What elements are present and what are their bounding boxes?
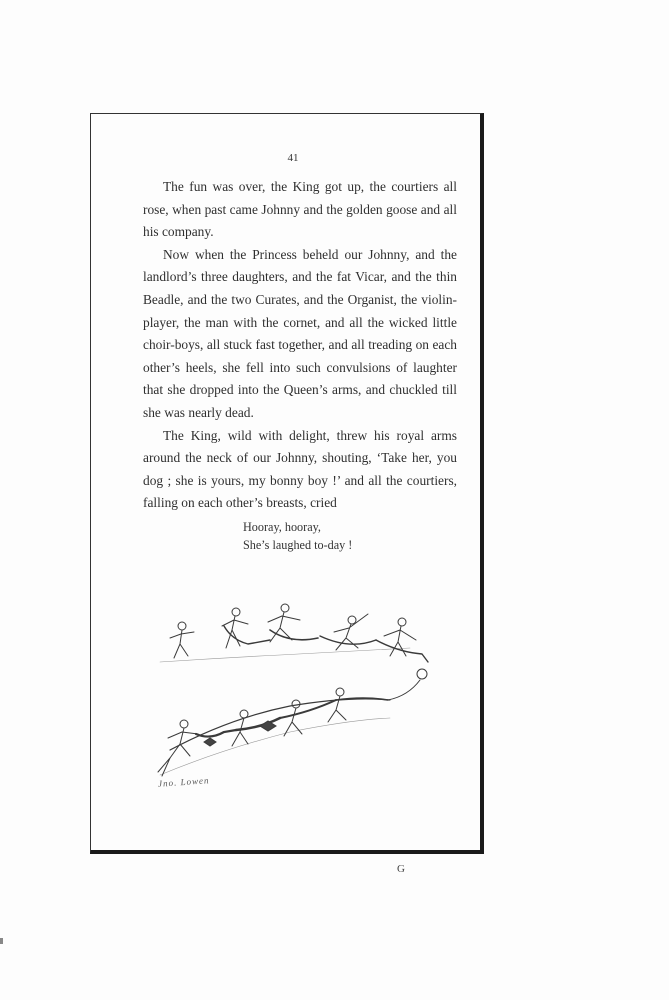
artist-signature: Jno. Lowen: [157, 775, 210, 789]
scan-edge-mark: [0, 938, 3, 944]
body-text: [143, 176, 457, 515]
page-number: 41: [287, 152, 299, 164]
paragraph-2: Now when the Princess beheld our Johnny, and the landlord’s three daughters, and the fat Vicar, and the thin Beadle, and the two Curates, and the Organist, the violin-player, the man with the cornet, and all the wicked little choir-boys, all stuck fast together, and all treading on each other’s heels, she fell into such convulsions of laughter that she dropped into the Queen’s arms, and chuckled till she was nearly dead.: [143, 246, 457, 420]
lower-figures: [158, 688, 390, 776]
procession-illustration: [140, 600, 440, 805]
verse: [243, 518, 403, 554]
signature-letter: G: [397, 863, 405, 875]
paragraph-1: The fun was over, the King got up, the courtiers all rose, when past came Johnny and the golden goose and all his company.: [143, 179, 457, 240]
upper-figures: [170, 604, 428, 700]
verse-line-1: Hooray, hooray,: [243, 520, 321, 534]
verse-line-2: She’s laughed to-day !: [243, 538, 353, 552]
paragraph-3: The King, wild with delight, threw his royal arms around the neck of our Johnny, shouting, ‘Take her, you dog ; she is yours, my bonny boy !’ and all the courtiers, falling on each other’s breasts, cried: [143, 427, 457, 511]
